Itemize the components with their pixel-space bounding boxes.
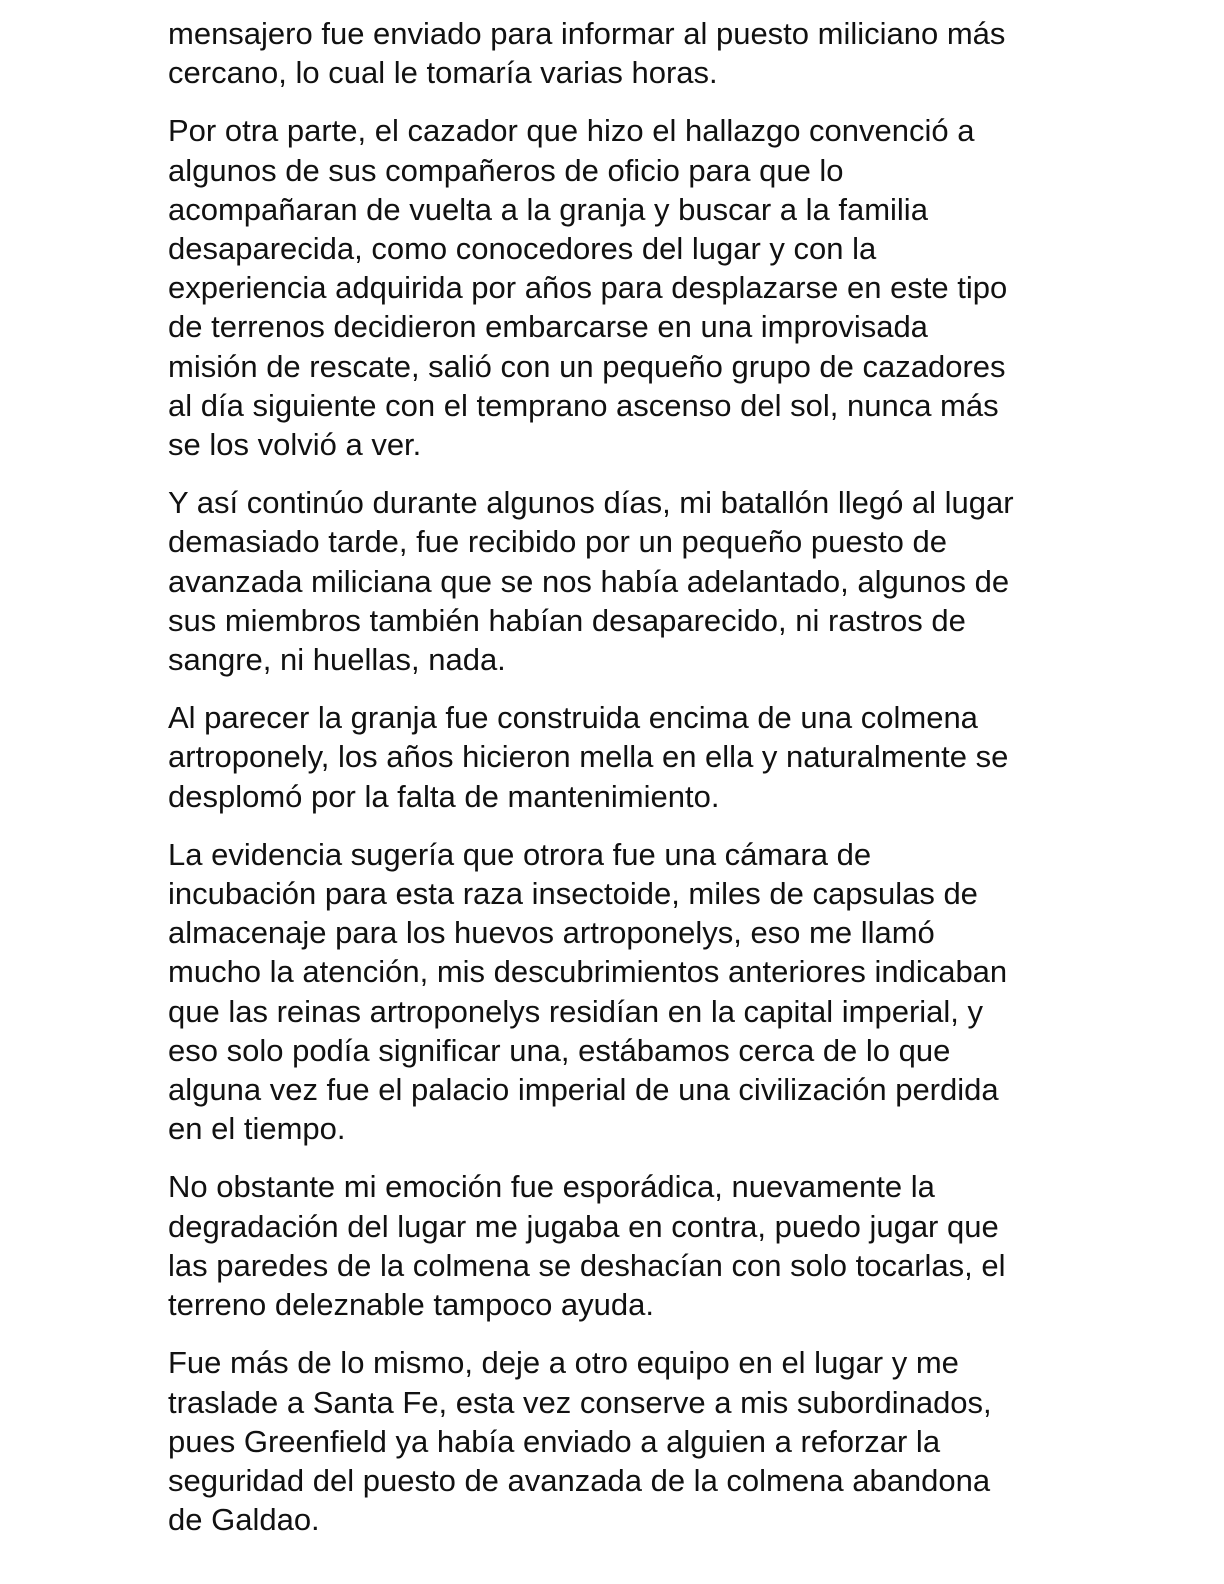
text-line: las paredes de la colmena se deshacían con solo tocarlas, el [168, 1247, 1006, 1283]
text-line: Fue más de lo mismo, deje a otro equipo en el lugar y me [168, 1345, 959, 1381]
text-line: algunos de sus compañeros de oficio para que lo [168, 152, 844, 188]
paragraph-7 [168, 1343, 1048, 1539]
text-line: mensajero fue enviado para informar al puesto miliciano más [168, 16, 1006, 51]
paragraph-3 [168, 483, 1048, 679]
text-line: desplomó por la falta de mantenimiento. [168, 778, 720, 814]
text-line: degradación del lugar me jugaba en contra, puedo jugar que [168, 1208, 999, 1244]
text-line: seguridad del puesto de avanzada de la colmena abandona [168, 1462, 991, 1498]
text-line: de Galdao. [168, 1502, 320, 1538]
text-line: demasiado tarde, fue recibido por un pequeño puesto de [168, 524, 948, 560]
text-line: misión de rescate, salió con un pequeño grupo de cazadores [168, 348, 1006, 384]
text-line: cercano, lo cual le tomaría varias horas. [168, 55, 718, 91]
text-line: terreno deleznable tampoco ayuda. [168, 1287, 654, 1323]
text-line: alguna vez fue el palacio imperial de una civilización perdida [168, 1072, 999, 1108]
text-line: acompañaran de vuelta a la granja y buscar a la familia [168, 191, 928, 227]
paragraph-6 [168, 1167, 1048, 1324]
text-line: traslade a Santa Fe, esta vez conserve a mis subordinados, [168, 1384, 992, 1420]
text-line: eso solo podía significar una, estábamos cerca de lo que [168, 1032, 951, 1068]
text-line: almacenaje para los huevos artroponelys, eso me llamó [168, 915, 935, 951]
text-line: de terrenos decidieron embarcarse en una improvisada [168, 309, 928, 345]
text-line: Al parecer la granja fue construida encima de una colmena [168, 700, 978, 736]
text-line: pues Greenfield ya había enviado a alguien a reforzar la [168, 1423, 941, 1459]
text-line: mucho la atención, mis descubrimientos anteriores indicaban [168, 954, 1008, 990]
document-page [168, 14, 1048, 1558]
paragraph-1 [168, 14, 1048, 92]
text-line: No obstante mi emoción fue esporádica, nuevamente la [168, 1169, 935, 1205]
text-line: se los volvió a ver. [168, 427, 422, 463]
paragraph-5 [168, 835, 1048, 1149]
text-line: desaparecida, como conocedores del lugar y con la [168, 231, 877, 267]
text-line: experiencia adquirida por años para desplazarse en este tipo [168, 270, 1008, 306]
text-line: que las reinas artroponelys residían en la capital imperial, y [168, 993, 984, 1029]
text-line: sangre, ni huellas, nada. [168, 642, 506, 678]
text-line: en el tiempo. [168, 1111, 346, 1147]
text-line: Por otra parte, el cazador que hizo el hallazgo convenció a [168, 113, 975, 149]
text-line: avanzada miliciana que se nos había adelantado, algunos de [168, 563, 1010, 599]
text-line: al día siguiente con el temprano ascenso del sol, nunca más [168, 387, 999, 423]
paragraph-2 [168, 111, 1048, 464]
text-line: Y así continúo durante algunos días, mi batallón llegó al lugar [168, 485, 1014, 521]
text-line: sus miembros también habían desaparecido, ni rastros de [168, 602, 966, 638]
text-line: artroponely, los años hicieron mella en ella y naturalmente se [168, 739, 1009, 775]
text-line: La evidencia sugería que otrora fue una cámara de [168, 836, 872, 872]
text-line: incubación para esta raza insectoide, miles de capsulas de [168, 876, 978, 912]
paragraph-4 [168, 698, 1048, 816]
